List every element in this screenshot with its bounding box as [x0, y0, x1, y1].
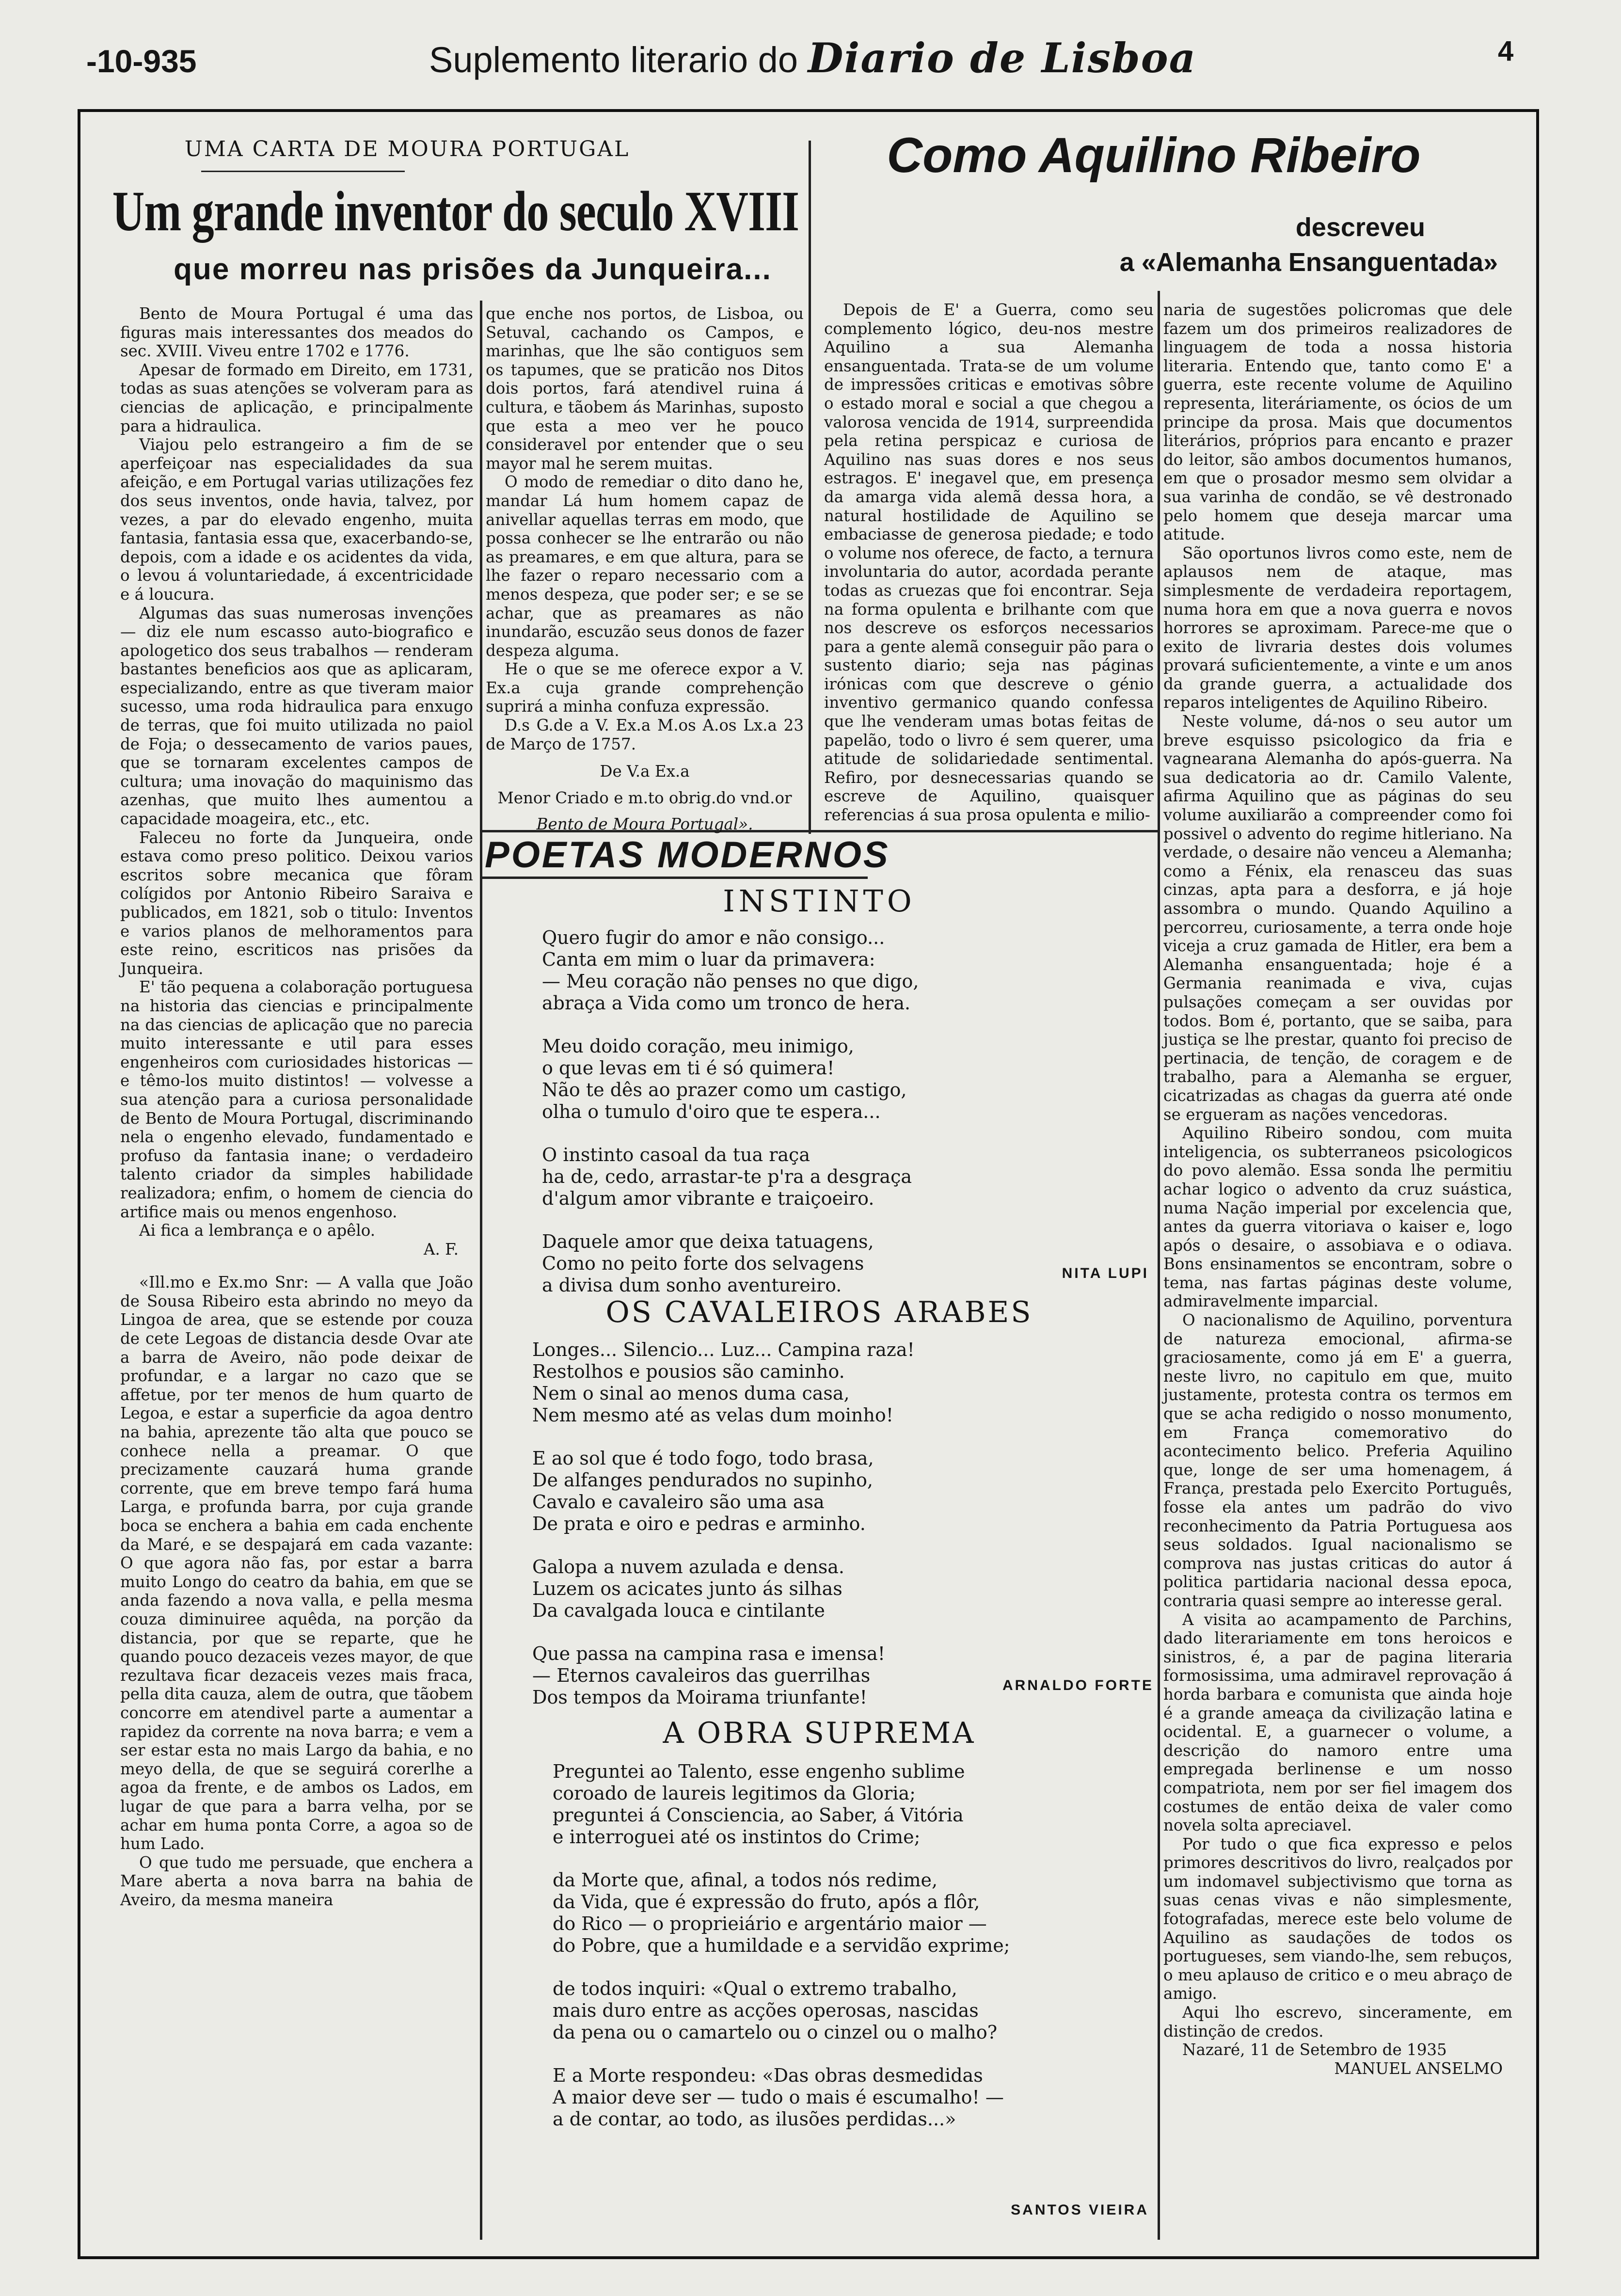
- poem3-title: A OBRA SUPREMA: [663, 1716, 976, 1750]
- verse: Daquele amor que deixa tatuagens,: [542, 1231, 874, 1252]
- paragraph: Ai fica a lembrança e o apêlo.: [139, 1221, 376, 1240]
- paragraph: Por tudo o que fica expresso e pelos primores descritivos do livro, realçados por um indomavel subjectivismo que torna as suas cenas vivas e não simplesmente, fotografadas, merece este belo volume de Aquilino as saudações de todos os portugueses, sem viando-lhe, sem rebuços, o meu aplauso de critico e o meu abraço de amigo.: [1163, 1834, 1512, 2003]
- verse: Nem o sinal ao menos duma casa,: [532, 1383, 850, 1404]
- stanza: [532, 1556, 915, 1622]
- poem2-author: ARNALDO FORTE: [1002, 1677, 1154, 1693]
- verse: E ao sol que é todo fogo, todo brasa,: [532, 1448, 874, 1469]
- verse: mais duro entre as acções operosas, nascidas: [553, 2000, 979, 2021]
- paragraph: Algumas das suas numerosas invenções — diz ele num escasso auto-biografico e apologetico dos seus trabalhos — renderam bastantes beneficios aos que as aplicaram, especializando, entre as que tiveram maior sucesso, uma roda hidraulica para enxugo de terras, que foi muito utilizada no paiol de Foja; o dessecamento de varios paues, que se tornaram excelentes campos de cultura; uma inovação do maquinismo das azenhas, que muito lhes aumentou a capacidade moageira, etc., etc.: [120, 604, 473, 829]
- letter-paragraph: que enche nos portos, de Lisboa, ou Setuval, cachando os Campos, e marinhas, que lhe são contiguos sem os tapumes, que se praticão nos Ditos dois portos, fará atendivel ruina á cultura, e tãobem ás Marinhas, suposto que esta a meo ver he pouco consideravel por entender que o seu mayor mal he serem muitas.: [486, 304, 804, 473]
- column-rule-right: [1158, 291, 1160, 2240]
- stanza: [532, 1448, 915, 1535]
- article1-subheadline: que morreu nas prisões da Junqueira...: [174, 253, 772, 286]
- paragraph: Bento de Moura Portugal é uma das figuras mais interessantes dos meados do sec. XVIII. Viveu entre 1702 e 1776.: [120, 304, 473, 361]
- letter-paragraph: O que tudo me persuade, que enchera a Mare aberta a nova barra na bahia de Aveiro, da mesma maneira: [120, 1853, 473, 1909]
- letter-paragraph: He o que se me oferece expor a V. Ex.a cuja grande comprehenção suprirá a minha confuza expressão.: [486, 660, 804, 716]
- article2-column1: [824, 301, 1154, 829]
- verse: da pena ou o camartelo ou o cinzel ou o malho?: [553, 2022, 998, 2043]
- issue-date: -10-935: [86, 43, 197, 79]
- verse: Não te dês ao prazer como um castigo,: [542, 1079, 907, 1100]
- paragraph: Aqui lho escrevo, sinceramente, em distinção de credos.: [1163, 2003, 1512, 2041]
- article1-kicker: UMA CARTA DE MOURA PORTUGAL: [184, 137, 630, 161]
- article2-subheadline-line2: a «Alemanha Ensanguentada»: [1119, 248, 1498, 277]
- stanza: [553, 1761, 1010, 1848]
- verse: o que levas em ti é só quimera!: [542, 1057, 835, 1079]
- verse: e interroguei até os instintos do Crime;: [553, 1826, 921, 1848]
- stanza: [553, 1978, 1010, 2043]
- verse: Preguntei ao Talento, esse engenho sublime: [553, 1761, 965, 1782]
- paragraph: Neste volume, dá-nos o seu autor um breve esquisso psicologico da fria e vagnearana Alemanha do após-guerra. Na sua dedicatoria ao dr. Camilo Valente, afirma Aquilino que as páginas do seu volume auxiliarão a compreender como foi possivel o advento do regime hitleriano. Na verdade, o desaire não venceu a Alemanha; como a Fénix, ela renasceu das suas cinzas, apta para a desforra, e já hoje assombra o mundo. Quando Aquilino a percorreu, curiosamente, a terra onde hoje viceja a cruz gamada de Hitler, era bem a Alemanha ensanguentada; hoje é a Germania reanimada e viva, cujas pulsações começam a ser ouvidas por todos. Bom é, portanto, que se saiba, para justiça se lhe prestar, quanto foi preciso de pertinacia, de tenção, de coragem e de trabalho, para a Alemanha se erguer, cicatrizadas as chagas da guerra até onde se ergueram as nações vencedoras.: [1163, 712, 1512, 1124]
- closing-line: De V.a Ex.a: [600, 762, 690, 781]
- verse: Longes... Silencio... Luz... Campina raza!: [532, 1339, 915, 1360]
- article1-left-column: [120, 304, 473, 2215]
- kicker-rule: [201, 171, 405, 172]
- verse: de todos inquiri: «Qual o extremo trabalho,: [553, 1978, 957, 1999]
- article1-headline: Um grande inventor do seculo XVIII: [112, 179, 799, 243]
- verse: da Vida, que é expressão do fruto, após a flôr,: [553, 1891, 980, 1913]
- verse: Como no peito forte dos selvagens: [542, 1253, 864, 1274]
- verse: Meu doido coração, meu inimigo,: [542, 1036, 854, 1057]
- verse: Da cavalgada louca e cintilante: [532, 1600, 825, 1621]
- article2-column2: [1163, 301, 1512, 2211]
- verse: Que passa na campina rasa e imensa!: [532, 1643, 885, 1664]
- verse: abraça a Vida como um tronco de hera.: [542, 992, 911, 1014]
- column-rule-center: [809, 141, 811, 834]
- verse: Galopa a nuvem azulada e densa.: [532, 1556, 844, 1578]
- poetas-section-title: POETAS MODERNOS: [485, 834, 890, 876]
- paragraph: São oportunos livros como este, nem de aplausos nem de ataque, mas simplesmente de verdadeira reportagem, numa hora em que a nova guerra e novos horrores se aproximam. Parece-me que o exito de livraria destes dois volumes provará suficientemente, a vinte e um anos da grande guerra, a actualidade dos reparos inteligentes de Aquilino Ribeiro.: [1163, 543, 1512, 712]
- page-number: 4: [1498, 35, 1514, 67]
- paragraph: Faleceu no forte da Junqueira, onde estava como preso politico. Deixou varios escritos sobre mecanica que fôram colígidos por Antonio Ribeiro Saraiva e publicados, em 1821, sob o titulo: Inventos e varios planos de melhoramentos para este reino, escriticos nas prisões da Junqueira.: [120, 828, 473, 978]
- closing-line: Menor Criado e m.to obrig.do vnd.or: [497, 788, 792, 807]
- paragraph: Apesar de formado em Direito, em 1731, todas as suas atenções se volveram para as ciencias de aplicação, e principalmente para a hidraulica.: [120, 360, 473, 435]
- paragraph: naria de sugestões policromas que dele fazem um dos primeiros realizadores de linguagem de toda a nossa historia literaria. Entendo que, tanto como E' a guerra, este recente volume de Aquilino representa, literáriamente, os ócios de um principe da prosa. Mais que documentos literários, próprios para encanto e prazer do leitor, são ambos documentos humanos, em que o prosador mesmo sem olvidar a sua varinha de condão, se vê destronado pelo homem que deseja marcar uma atitude.: [1163, 301, 1512, 544]
- stanza: [542, 1036, 919, 1123]
- verse: Restolhos e pousios são caminho.: [532, 1361, 845, 1382]
- verse: a de contar, ao todo, as ilusões perdidas...»: [553, 2108, 956, 2130]
- verse: d'algum amor vibrante e traiçoeiro.: [542, 1188, 874, 1209]
- stanza: [542, 927, 919, 1014]
- paragraph: Viajou pelo estrangeiro a fim de se aperfeiçoar nas especialidades da sua afeição, e em Portugal varias utilizações fez dos seus inventos, onde havia, talvez, por vezes, a par do elevado engenho, muita fantasia, fantasia essa que, exacerbando-se, depois, com a idade e os acidentes da vida, o levou á voluntariedade, á excentricidade e á loucura.: [120, 435, 473, 604]
- verse: Cavalo e cavaleiro são uma asa: [532, 1491, 825, 1513]
- stanza: [532, 1339, 915, 1426]
- verse: A maior deve ser — tudo o mais é escumalho! —: [553, 2087, 1004, 2108]
- column-rule-left: [480, 301, 482, 2240]
- poem2-title: OS CAVALEIROS ARABES: [605, 1295, 1033, 1329]
- verse: O instinto casoal da tua raça: [542, 1144, 810, 1165]
- letter-signature: Bento de Moura Portugal».: [536, 815, 753, 834]
- verse: do Rico — o proprieiário e argentário maior —: [553, 1913, 987, 1934]
- verse: De prata e oiro e pedras e arminho.: [532, 1513, 866, 1534]
- verse: — Meu coração não penses no que digo,: [542, 971, 919, 992]
- paragraph: E' tão pequena a colaboração portuguesa na historia das ciencias e principalmente na das ciencias de aplicação que no parecia muito interessante e util para esses engenheiros com curiosidades historicas — e têmo-los muito distintos! — volvesse a sua atenção para a curiosa personalidade de Bento de Moura Portugal, discriminando nela o engenho elevado, fundamentado e profuso da fantasia inane; o verdadeiro talento criador da simples habilidade realizadora; enfim, o homem de ciencia do artifice mais ou menos engenhoso.: [120, 978, 473, 1221]
- verse: Canta em mim o luar da primavera:: [542, 949, 875, 970]
- poem1-author: NITA LUPI: [1062, 1265, 1149, 1281]
- verse: olha o tumulo d'oiro que te espera...: [542, 1101, 881, 1122]
- stanza: [542, 1231, 919, 1296]
- verse: ha de, cedo, arrastar-te p'ra a desgraça: [542, 1166, 912, 1187]
- poetas-under-rule: [482, 877, 868, 879]
- verse: Dos tempos da Moirama triunfante!: [532, 1687, 867, 1708]
- article2-headline: Como Aquilino Ribeiro: [887, 128, 1421, 183]
- verse: Quero fugir do amor e não consigo...: [542, 927, 885, 948]
- stanza: [532, 1643, 915, 1708]
- stanza: [542, 1144, 919, 1210]
- dateline: Nazaré, 11 de Setembro de 1935: [1182, 2041, 1447, 2059]
- stanza: [553, 2065, 1010, 2130]
- paragraph: O nacionalismo de Aquilino, porventura de natureza emocional, afirma-se graciosamente, como já em E' a guerra, neste livro, no capitulo em que, muito justamente, protesta contra os termos em que se acha redigido o nosso monumento, em França comemorativo do acontecimento belico. Preferia Aquilino que, longe de ser uma homenagem, á França, prestada pelo Exercito Português, fosse ela antes um padrão do vivo reconhecimento da Patria Portuguesa aos seus soldados. Igual nacionalismo se comprova nas justas criticas do autor á politica partidaria nacional dessa epoca, contraria quasi sempre ao interesse geral.: [1163, 1311, 1512, 1610]
- poem2-body: [532, 1339, 915, 1708]
- article2-signature: MANUEL ANSELMO: [1334, 2059, 1503, 2078]
- verse: a divisa dum sonho aventureiro.: [542, 1275, 842, 1296]
- poem3-author: SANTOS VIEIRA: [1011, 2202, 1149, 2218]
- verse: — Eternos cavaleiros das guerrilhas: [532, 1665, 871, 1686]
- poem3-body: [553, 1761, 1010, 2130]
- paragraph: Aquilino Ribeiro sondou, com muita inteligencia, os subterraneos psicologicos do povo alemão. Essa sonda lhe permitiu achar logico o advento da cruz suástica, numa Nação imperial por excelencia que, antes da guerra vitoriava o kaiser e, logo após o desaire, o assobiava e o odiava. Bons ensinamentos se encontram, sobre o tema, nas fartas páginas deste volume, admiravelmente imparcial.: [1163, 1124, 1512, 1311]
- masthead-prefix: Suplemento literario do: [429, 40, 798, 80]
- masthead: [429, 34, 1196, 82]
- letter-paragraph: O modo de remediar o dito dano he, mandar Lá hum homem capaz de anivellar aquellas terras em modo, que possa conhecer se lhe entrarão ou não as preamares, e em que altura, para se lhe fazer o reparo necessario com a menos despeza, que poder ser; e se se achar, que as preamares as não inundarão, escuzão seus donos de fazer despeza alguma.: [486, 473, 804, 660]
- initials-signature: A. F.: [424, 1240, 459, 1259]
- paragraph: A visita ao acampamento de Parchins, dado literariamente em tons heroicos e sinistros, é, a par de pagina literaria formosissima, uma admiravel reprovação á horda barbara e comunista que ainda hoje é a grande ameaça da civilização latina e ocidental. E, a guarnecer o volume, a descrição do namoro entre uma empregada berlinense e um nosso compatriota, nem por ser fiel imagem dos costumes de então deixa de valer como novela solta apreciavel.: [1163, 1610, 1512, 1835]
- verse: da Morte que, afinal, a todos nós redime,: [553, 1869, 938, 1891]
- verse: Nem mesmo até as velas dum moinho!: [532, 1404, 894, 1426]
- masthead-paper-name: Diario de Lisboa: [808, 34, 1197, 82]
- verse: De alfanges pendurados no supinho,: [532, 1469, 873, 1491]
- stanza: [553, 1869, 1010, 1957]
- verse: E a Morte respondeu: «Das obras desmedidas: [553, 2065, 983, 2086]
- verse: do Pobre, que a humildade e a servidão exprime;: [553, 1935, 1010, 1956]
- article2-subheadline-line1: descreveu: [1295, 213, 1425, 242]
- letter-paragraph: D.s G.de a V. Ex.a M.os A.os Lx.a 23 de Março de 1757.: [486, 716, 804, 753]
- article1-right-column: [486, 304, 804, 834]
- letter-paragraph: «Ill.mo e Ex.mo Snr: — A valla que João de Sousa Ribeiro esta abrindo no meyo da Lingoa de area, que se estende por couza de cete Legoas de distancia desde Ovar ate a barra de Aveiro, não pode deixar de profundar, e a largar no cazo que se affetue, por ter menos de hum quarto de Legoa, e estar a superficie da agoa dentro na bahia, aprezente tão alta que pouco se conhece nella a preamar. O que precizamente cauzará huma grande corrente, que em breve tempo fará huma Larga, e profunda barra, por cuja grande boca se enchera a bahia em cada enchente da Maré, e se despajará em cada vazante: O que agora não fas, por estar a barra muito Longo do ceatro da bahia, em que se anda fazendo a nova valla, e pella mesma couza diminuiree aquêda, na porção da distancia, por que se reparte, que he quando pouco dezaceis vezes mayor, de que rezultava ficar dezaceis vezes mais fraca, pella dita cauza, alem de outra, que tãobem concorre em atendivel parte a aumentar a rapidez da corrente na nova barra; e vem a ser estar esta no mais Largo da bahia, e no meyo della, de que se seguirá corerlhe a agoa da frente, e de ambos os Lados, em lugar de que para a barra velha, por se achar em huma ponta Corre, a agoa so de hum Lado.: [120, 1273, 473, 1853]
- poem1-body: [542, 927, 919, 1296]
- poem1-title: INSTINTO: [723, 883, 916, 919]
- paragraph: Depois de E' a Guerra, como seu complemento lógico, deu-nos mestre Aquilino a sua Alemanha ensanguentada. Trata-se de um volume de impressões criticas e emotivas sôbre o estado moral e social a que chegou a valorosa vencida de 1914, surpreendida pela retina perspicaz e curiosa de Aquilino nas suas dores e nos seus estragos. E' inegavel que, em presença da amarga vida alemã dessa hora, a natural hostilidade de Aquilino se embaciasse de generosa piedade; e todo o volume nos oferece, de facto, a ternura involuntaria do autor, acordada perante todas as cruezas que foi encontrar. Seja na forma opulenta e brilhante com que nos descreve os esforços necessarios para a gente alemã conseguir pão para o sustento diario; seja nas páginas irónicas com que descreve o génio inventivo germanico quando confessa que lhe venderam umas botas feitas de papelão, todo o livro é sem querer, uma atitude de solidariedade sentimental. Refiro, por desnecessarias quando se escreve de Aquilino, quaisquer referencias á sua prosa opulenta e milio-: [824, 301, 1154, 825]
- verse: preguntei á Consciencia, ao Saber, á Vitória: [553, 1804, 964, 1826]
- verse: Luzem os acicates junto ás silhas: [532, 1578, 842, 1599]
- verse: coroado de laureis legitimos da Gloria;: [553, 1783, 916, 1804]
